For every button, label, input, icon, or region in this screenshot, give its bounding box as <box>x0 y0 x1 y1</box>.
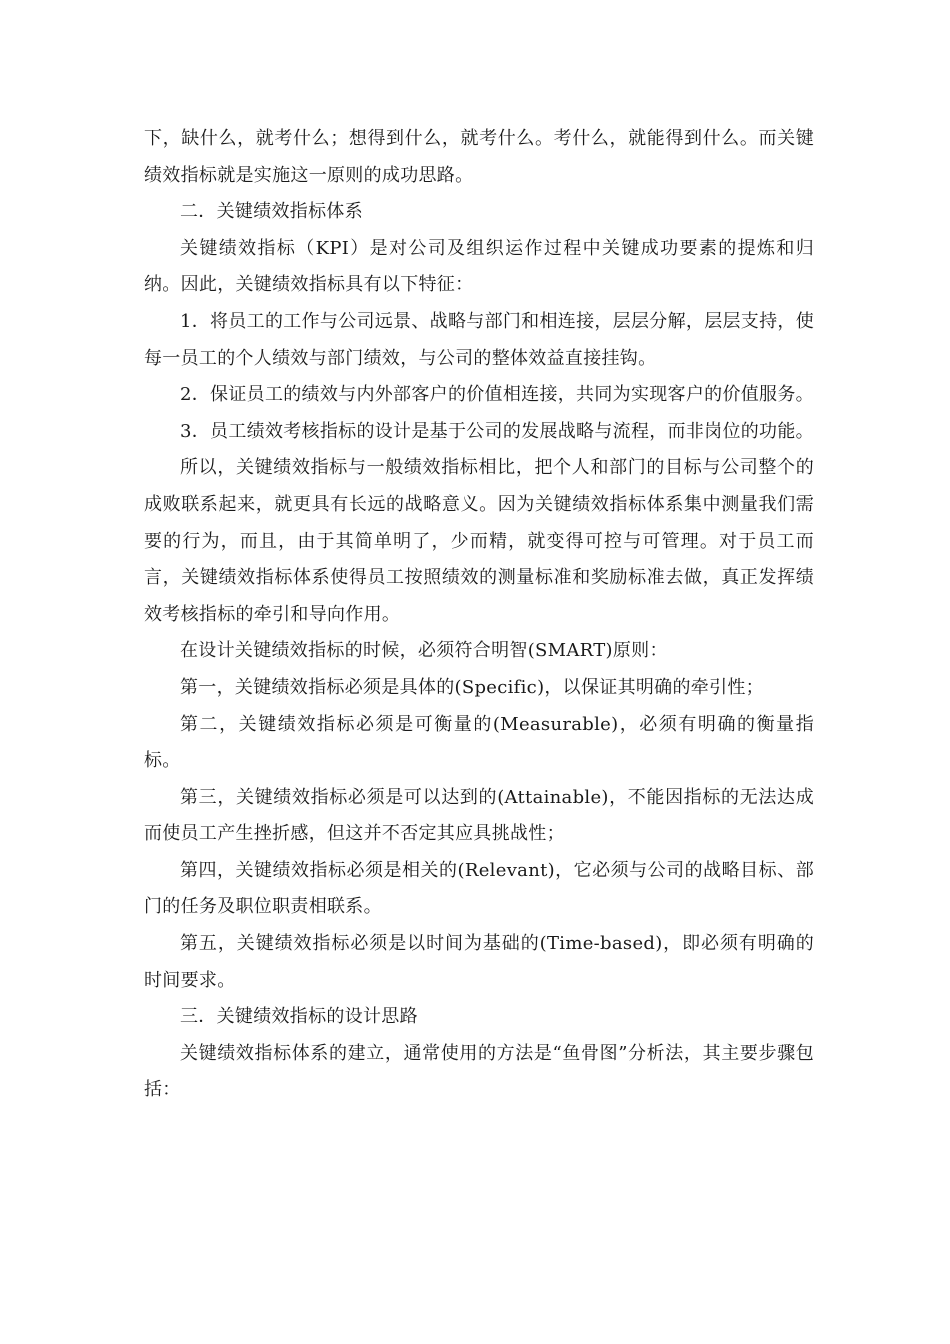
list-item-feature-2: 2．保证员工的绩效与内外部客户的价值相连接，共同为实现客户的价值服务。 <box>180 384 814 406</box>
paragraph-kpi-significance: 所以，关键绩效指标与一般绩效指标相比，把个人和部门的目标与公司整个的成败联系起来，就更具有长远的战略意义。因为关键绩效指标体系集中测量我们需要的行为，而且，由于其简单明了，少而精，就变得可控与可管理。对于员工而言，关键绩效指标体系使得员工按照绩效的测量标准和奖励标准去做，真正发挥绩效考核指标的牵引和导向作用。 <box>144 457 814 625</box>
list-item-feature-1: 1．将员工的工作与公司远景、战略与部门和相连接，层层分解，层层支持，使每一员工的个人绩效与部门绩效，与公司的整体效益直接挂钩。 <box>144 310 814 369</box>
section-heading-design-approach: 三．关键绩效指标的设计思路 <box>180 1006 418 1028</box>
smart-item-relevant: 第四，关键绩效指标必须是相关的(Relevant)，它必须与公司的战略目标、部门的任务及职位职责相联系。 <box>144 859 814 918</box>
paragraph-fishbone-method: 关键绩效指标体系的建立，通常使用的方法是“鱼骨图”分析法，其主要步骤包括： <box>144 1042 814 1101</box>
paragraph-kpi-definition: 关键绩效指标（KPI）是对公司及组织运作过程中关键成功要素的提炼和归纳。因此，关键绩效指标具有以下特征： <box>144 237 814 296</box>
section-heading-kpi-system: 二．关键绩效指标体系 <box>180 201 363 223</box>
document-body <box>144 121 814 1109</box>
smart-item-attainable: 第三，关键绩效指标必须是可以达到的(Attainable)，不能因指标的无法达成而使员工产生挫折感，但这并不否定其应具挑战性； <box>144 786 814 845</box>
paragraph-continuation: 下，缺什么，就考什么；想得到什么，就考什么。考什么，就能得到什么。而关键绩效指标就是实施这一原则的成功思路。 <box>144 128 814 186</box>
smart-item-specific: 第一，关键绩效指标必须是具体的(Specific)，以保证其明确的牵引性； <box>180 676 764 698</box>
paragraph-smart-intro: 在设计关键绩效指标的时候，必须符合明智(SMART)原则： <box>180 640 668 662</box>
smart-item-time-based: 第五，关键绩效指标必须是以时间为基础的(Time-based)，即必须有明确的时间要求。 <box>144 933 814 991</box>
list-item-feature-3: 3．员工绩效考核指标的设计是基于公司的发展战略与流程，而非岗位的功能。 <box>180 420 814 442</box>
smart-item-measurable: 第二，关键绩效指标必须是可衡量的(Measurable)，必须有明确的衡量指标。 <box>144 713 814 772</box>
